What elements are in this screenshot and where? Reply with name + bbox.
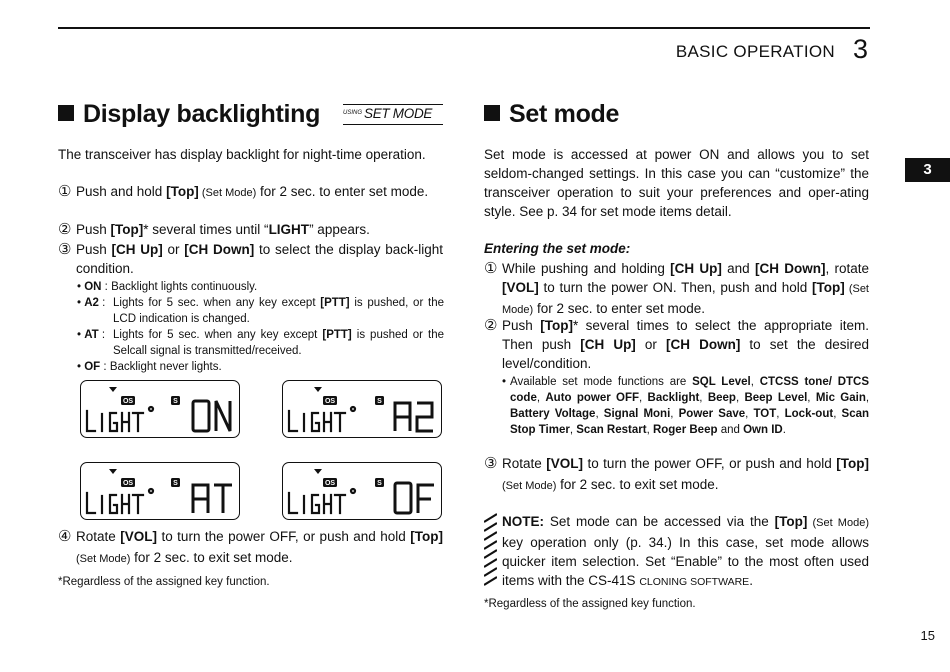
svg-text:S: S <box>173 398 178 405</box>
lcd-light-on-graphic <box>81 381 239 437</box>
lcd-light-at <box>80 462 240 520</box>
lcd-light-at-graphic <box>81 463 239 519</box>
option-at: • AT : Lights for 5 sec. when any key except [PTT] is pushed or the Selcall signal is transmitted/received. <box>77 329 444 357</box>
note-text: NOTE: Set mode can be accessed via the [Top] (Set Mode) key operation only (p. 34.) In this case, set mode allows quicker item selection. Set “Enable” to the most often used items with the CS-41S CLONING SOFTWARE. <box>502 514 869 588</box>
svg-text:S: S <box>377 480 382 487</box>
option-a2: • A2 : Lights for 5 sec. when any key except [PTT] is pushed, or the LCD indication is changed. <box>77 297 444 325</box>
left-step-4: ④ Rotate [VOL] to turn the power OFF, or push and hold [Top] (Set Mode) for 2 sec. to exit set mode. <box>58 528 444 565</box>
right-step-2: ② Push [Top]* several times to select the appropriate item. Then push [CH Up] or [CH Down] to set the desired level/condition. <box>484 317 869 371</box>
left-step-3: ③ Push [CH Up] or [CH Down] to select the display back-light condition. <box>58 241 443 276</box>
right-step-1: ① While pushing and holding [CH Up] and [CH Down], rotate [VOL] to turn the power ON. Then, push and hold [Top] (Set Mode) for 2 sec. to enter set mode. <box>484 260 869 316</box>
svg-text:A2: A2 <box>283 381 285 382</box>
note-hatch-icon <box>484 513 497 586</box>
lcd-light-of <box>282 462 442 520</box>
left-step-1: ① Push and hold [Top] (Set Mode) for 2 sec. to enter set mode. <box>58 183 429 200</box>
svg-text:OF: OF <box>283 463 285 464</box>
left-section-title: Display backlighting <box>58 100 320 129</box>
lcd-light-a2-graphic <box>283 381 441 437</box>
using-set-mode-label: USING SET MODE <box>343 104 443 125</box>
svg-text:OS: OS <box>324 480 336 487</box>
lcd-light-of-graphic <box>283 463 441 519</box>
option-of: • OF : Backlight never lights. <box>77 361 222 373</box>
right-intro: Set mode is accessed at power ON and allows you to set seldom-changed settings. In this case you can “customize” the transceiver operation to suit your preferences and oper-ating style. See p. 34 for set mode items detail. <box>484 147 869 219</box>
svg-text:S: S <box>377 398 382 405</box>
lcd-light-a2 <box>282 380 442 438</box>
svg-text:AT: AT <box>81 463 83 464</box>
svg-text:ON: ON <box>81 381 83 382</box>
header-rule <box>58 27 870 29</box>
section-square-icon <box>484 105 500 121</box>
left-intro: The transceiver has display backlight for night-time operation. <box>58 147 426 162</box>
svg-text:S: S <box>173 480 178 487</box>
section-square-icon <box>58 105 74 121</box>
header-section-title: BASIC OPERATION <box>675 42 835 61</box>
svg-text:OS: OS <box>324 398 336 405</box>
right-section-title: Set mode <box>484 100 619 129</box>
header-chapter-number: 3 <box>852 34 868 64</box>
page-number: 15 <box>920 628 935 643</box>
left-footnote: *Regardless of the assigned key function. <box>58 576 270 588</box>
right-footnote: *Regardless of the assigned key function. <box>484 598 696 610</box>
option-on: • ON : Backlight lights continuously. <box>77 281 258 293</box>
left-step-2: ② Push [Top]* several times until “LIGHT” appears. <box>58 221 370 238</box>
svg-text:OS: OS <box>122 480 134 487</box>
lcd-light-on <box>80 380 240 438</box>
entering-set-mode-heading: Entering the set mode: <box>484 241 631 256</box>
chapter-side-tab: 3 <box>905 158 950 182</box>
right-step-3: ③ Rotate [VOL] to turn the power OFF, or push and hold [Top] (Set Mode) for 2 sec. to exit set mode. <box>484 455 870 492</box>
set-mode-functions-list: • Available set mode functions are SQL Level, CTCSS tone/ DTCS code, Auto power OFF, Backlight, Beep, Beep Level, Mic Gain, Battery Voltage, Signal Moni, Power Save, TOT, Lock-out, Scan Stop Timer, Scan Restart, Roger Beep and Own ID. <box>502 376 870 436</box>
svg-text:OS: OS <box>122 398 134 405</box>
